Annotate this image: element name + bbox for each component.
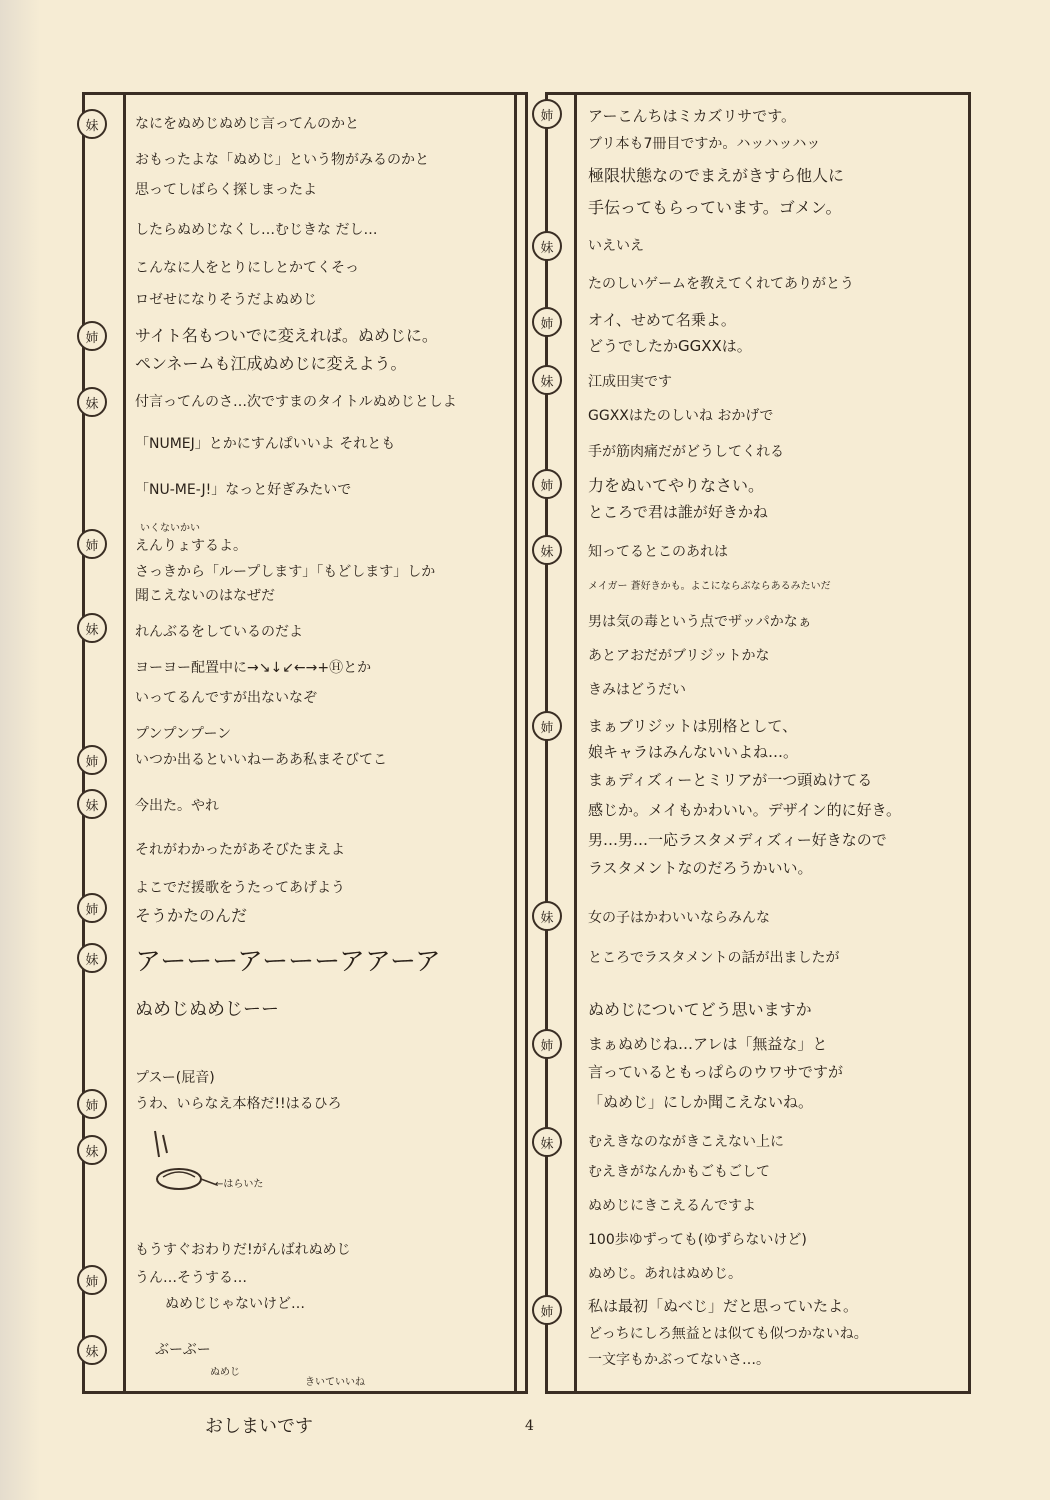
speaker-mark: 妹 [77,387,107,417]
dialogue-line: むえきなのながきこえない上に [588,1134,784,1150]
dialogue-line: 手伝ってもらっています。ゴメン。 [588,198,842,217]
speaker-mark: 姉 [77,529,107,559]
speaker-mark: 姉 [532,711,562,741]
dialogue-line: 極限状態なのでまえがきすら他人に [588,166,845,185]
dialogue-line: そうかたのんだ [135,906,248,925]
dialogue-line: いくないかい [140,523,200,534]
speaker-mark: 妹 [532,535,562,565]
dialogue-line: 今出た。やれ [135,798,219,814]
dialogue-line: うわ、いらなえ本格だ!!はるひろ [135,1096,342,1112]
dialogue-line: まぁぬめじね…アレは「無益な」と [588,1035,828,1053]
dialogue-line: まぁブリジットは別格として、 [588,717,798,735]
speaker-mark: 妹 [532,231,562,261]
speaker-mark: 姉 [532,99,562,129]
dialogue-line: ロゼせになりそうだよぬめじ [135,292,317,308]
dialogue-line: ぬめじについてどう思いますか [588,1000,812,1019]
dialogue-line: メイガー 蒼好きかも。よこにならぶならあるみたいだ [588,581,831,592]
dialogue-line: ブリ本も7冊目ですか。ハッハッハッ [588,136,821,152]
dialogue-line: 男…男…一応ラスタメディズィー好きなので [588,831,887,849]
dialogue-line: どっちにしろ無益とは似ても似つかないね。 [588,1326,868,1342]
left-column-divider [123,95,126,1391]
speaker-mark: 姉 [77,1089,107,1119]
dialogue-line: 言っているともっぱらのウワサですが [588,1063,844,1081]
dialogue-line: ところで君は誰が好きかね [588,503,768,521]
dialogue-line: ぬめじにきこえるんですよ [588,1198,756,1214]
dialogue-line: 江成田実です [588,374,672,390]
dialogue-line: 「NU-ME-J!」なっと好ぎみたいで [135,482,352,498]
dialogue-line: ぶーぶー [155,1342,211,1358]
dialogue-line: サイト名もついでに変えれば。ぬめじに。 [135,326,438,345]
speaker-mark: 妹 [77,109,107,139]
dialogue-line: ヨーヨー配置中に→↘↓↙←→+Ⓗとか [135,660,372,676]
dialogue-line: ところでラスタメントの話が出ましたが [588,950,840,966]
dialogue-line: 男は気の毒という点でザッパかなぁ [588,614,812,630]
page-edge-stain [0,0,40,1500]
speaker-mark: 妹 [77,1335,107,1365]
left-column-inner-right-line [514,95,517,1391]
dialogue-line: 付言ってんのさ…次ですまのタイトルぬめじとしよ [135,394,457,410]
speaker-mark: 姉 [532,307,562,337]
dialogue-line: 女の子はかわいいならみんな [588,910,770,926]
dialogue-line: こんなに人をとりにしとかてくそっ [135,260,359,276]
dialogue-line: きみはどうだい [588,682,686,698]
dialogue-line: れんぶるをしているのだよ [135,624,303,640]
dialogue-line: ぬめじじゃないけど… [165,1296,305,1312]
dialogue-line: うん…そうする… [135,1270,247,1286]
dialogue-line: もうすぐおわりだ!がんばれぬめじ [135,1242,351,1258]
dialogue-line: えんりょするよ。 [135,538,247,554]
speaker-mark: 姉 [532,1029,562,1059]
speaker-mark: 姉 [77,893,107,923]
dialogue-line: 「ぬめじ」にしか聞こえないね。 [588,1093,814,1111]
speaker-mark: 姉 [532,469,562,499]
dialogue-line: 聞こえないのはなぜだ [135,588,275,604]
dialogue-line: 一文字もかぶってないさ…。 [588,1352,770,1368]
dialogue-line: さっきから「ループします」「もどします」しか [135,564,436,580]
dialogue-line: よこでだ援歌をうたってあげよう [135,880,345,896]
dialogue-line: プスー(屁音) [135,1070,215,1086]
dialogue-line: いえいえ [588,238,644,254]
dialogue-line: ラスタメントなのだろうかいい。 [588,859,813,877]
dialogue-line-large: アーーーアーーーアアーア [135,947,441,977]
speaker-mark: 姉 [532,1295,562,1325]
dialogue-line: 力をぬいてやりなさい。 [588,476,765,495]
dialogue-line: 感じか。メイもかわいい。デザイン的に好き。 [588,801,902,819]
dialogue-line: 手が筋肉痛だがどうしてくれる [588,444,784,460]
dialogue-line: したらぬめじなくし…むじきな だし… [135,222,378,238]
dialogue-line: 思ってしばらく探しまったよ [135,182,317,198]
dialogue-line: いってるんですが出ないなぞ [135,690,317,706]
speaker-mark: 姉 [77,321,107,351]
page-number: 4 [525,1418,534,1434]
speaker-mark: 妹 [77,943,107,973]
speaker-mark: 妹 [532,1127,562,1157]
dialogue-line: プンプンプーン [135,726,232,742]
speaker-mark: 妹 [532,901,562,931]
dialogue-line: 知ってるとこのあれは [588,544,728,560]
dialogue-line: 100歩ゆずっても(ゆずらないけど) [588,1232,807,1248]
dialogue-line: なにをぬめじぬめじ言ってんのかと [135,116,359,132]
dialogue-line: どうでしたかGGXXは。 [588,337,752,355]
dialogue-line: まぁディズィーとミリアが一つ頭ぬけてる [588,771,873,789]
dialogue-line: アーこんちはミカズリサです。 [588,107,797,125]
dialogue-line: おもったよな「ぬめじ」という物がみるのかと [135,152,429,168]
speaker-mark: 姉 [77,1265,107,1295]
dialogue-line: ぬめじぬめじーー [135,999,279,1020]
dialogue-line: GGXXはたのしいね おかげで [588,408,774,424]
dialogue-line: ぬめじ。あれはぬめじ。 [588,1266,742,1282]
speaker-mark: 妹 [77,1135,107,1165]
speaker-mark: 妹 [77,789,107,819]
dialogue-line: 娘キャラはみんないいよね…。 [588,743,799,761]
dialogue-line: ペンネームも江成ぬめじに変えよう。 [135,354,407,373]
right-column-divider [574,95,577,1391]
dialogue-line: きいていいね [305,1377,365,1388]
speaker-mark: 姉 [77,745,107,775]
dialogue-line: 「NUMEJ」とかにすんぱいいよ それとも [135,436,396,452]
dialogue-line: たのしいゲームを教えてくれてありがとう [588,276,854,292]
dialogue-line: それがわかったがあそびたまえよ [135,842,345,858]
dialogue-line: オイ、せめて名乗よ。 [588,311,736,329]
dialogue-line: むえきがなんかもごもごして [588,1164,770,1180]
dialogue-line: 私は最初「ぬべじ」だと思っていたよ。 [588,1297,859,1315]
left-dialogue-column [82,92,528,1394]
small-figure-doodle [149,1127,219,1197]
closing-note: おしまいです [205,1416,313,1437]
dialogue-line: あとアおだがブリジットかな [588,648,770,664]
dialogue-line: ぬめじ [210,1367,240,1378]
right-dialogue-column [540,92,971,1394]
speaker-mark: 妹 [532,365,562,395]
dialogue-line: いつか出るといいねーああ私まそびてこ [135,752,387,768]
speaker-mark: 妹 [77,613,107,643]
doodle-caption: ←はらいた [215,1179,264,1190]
